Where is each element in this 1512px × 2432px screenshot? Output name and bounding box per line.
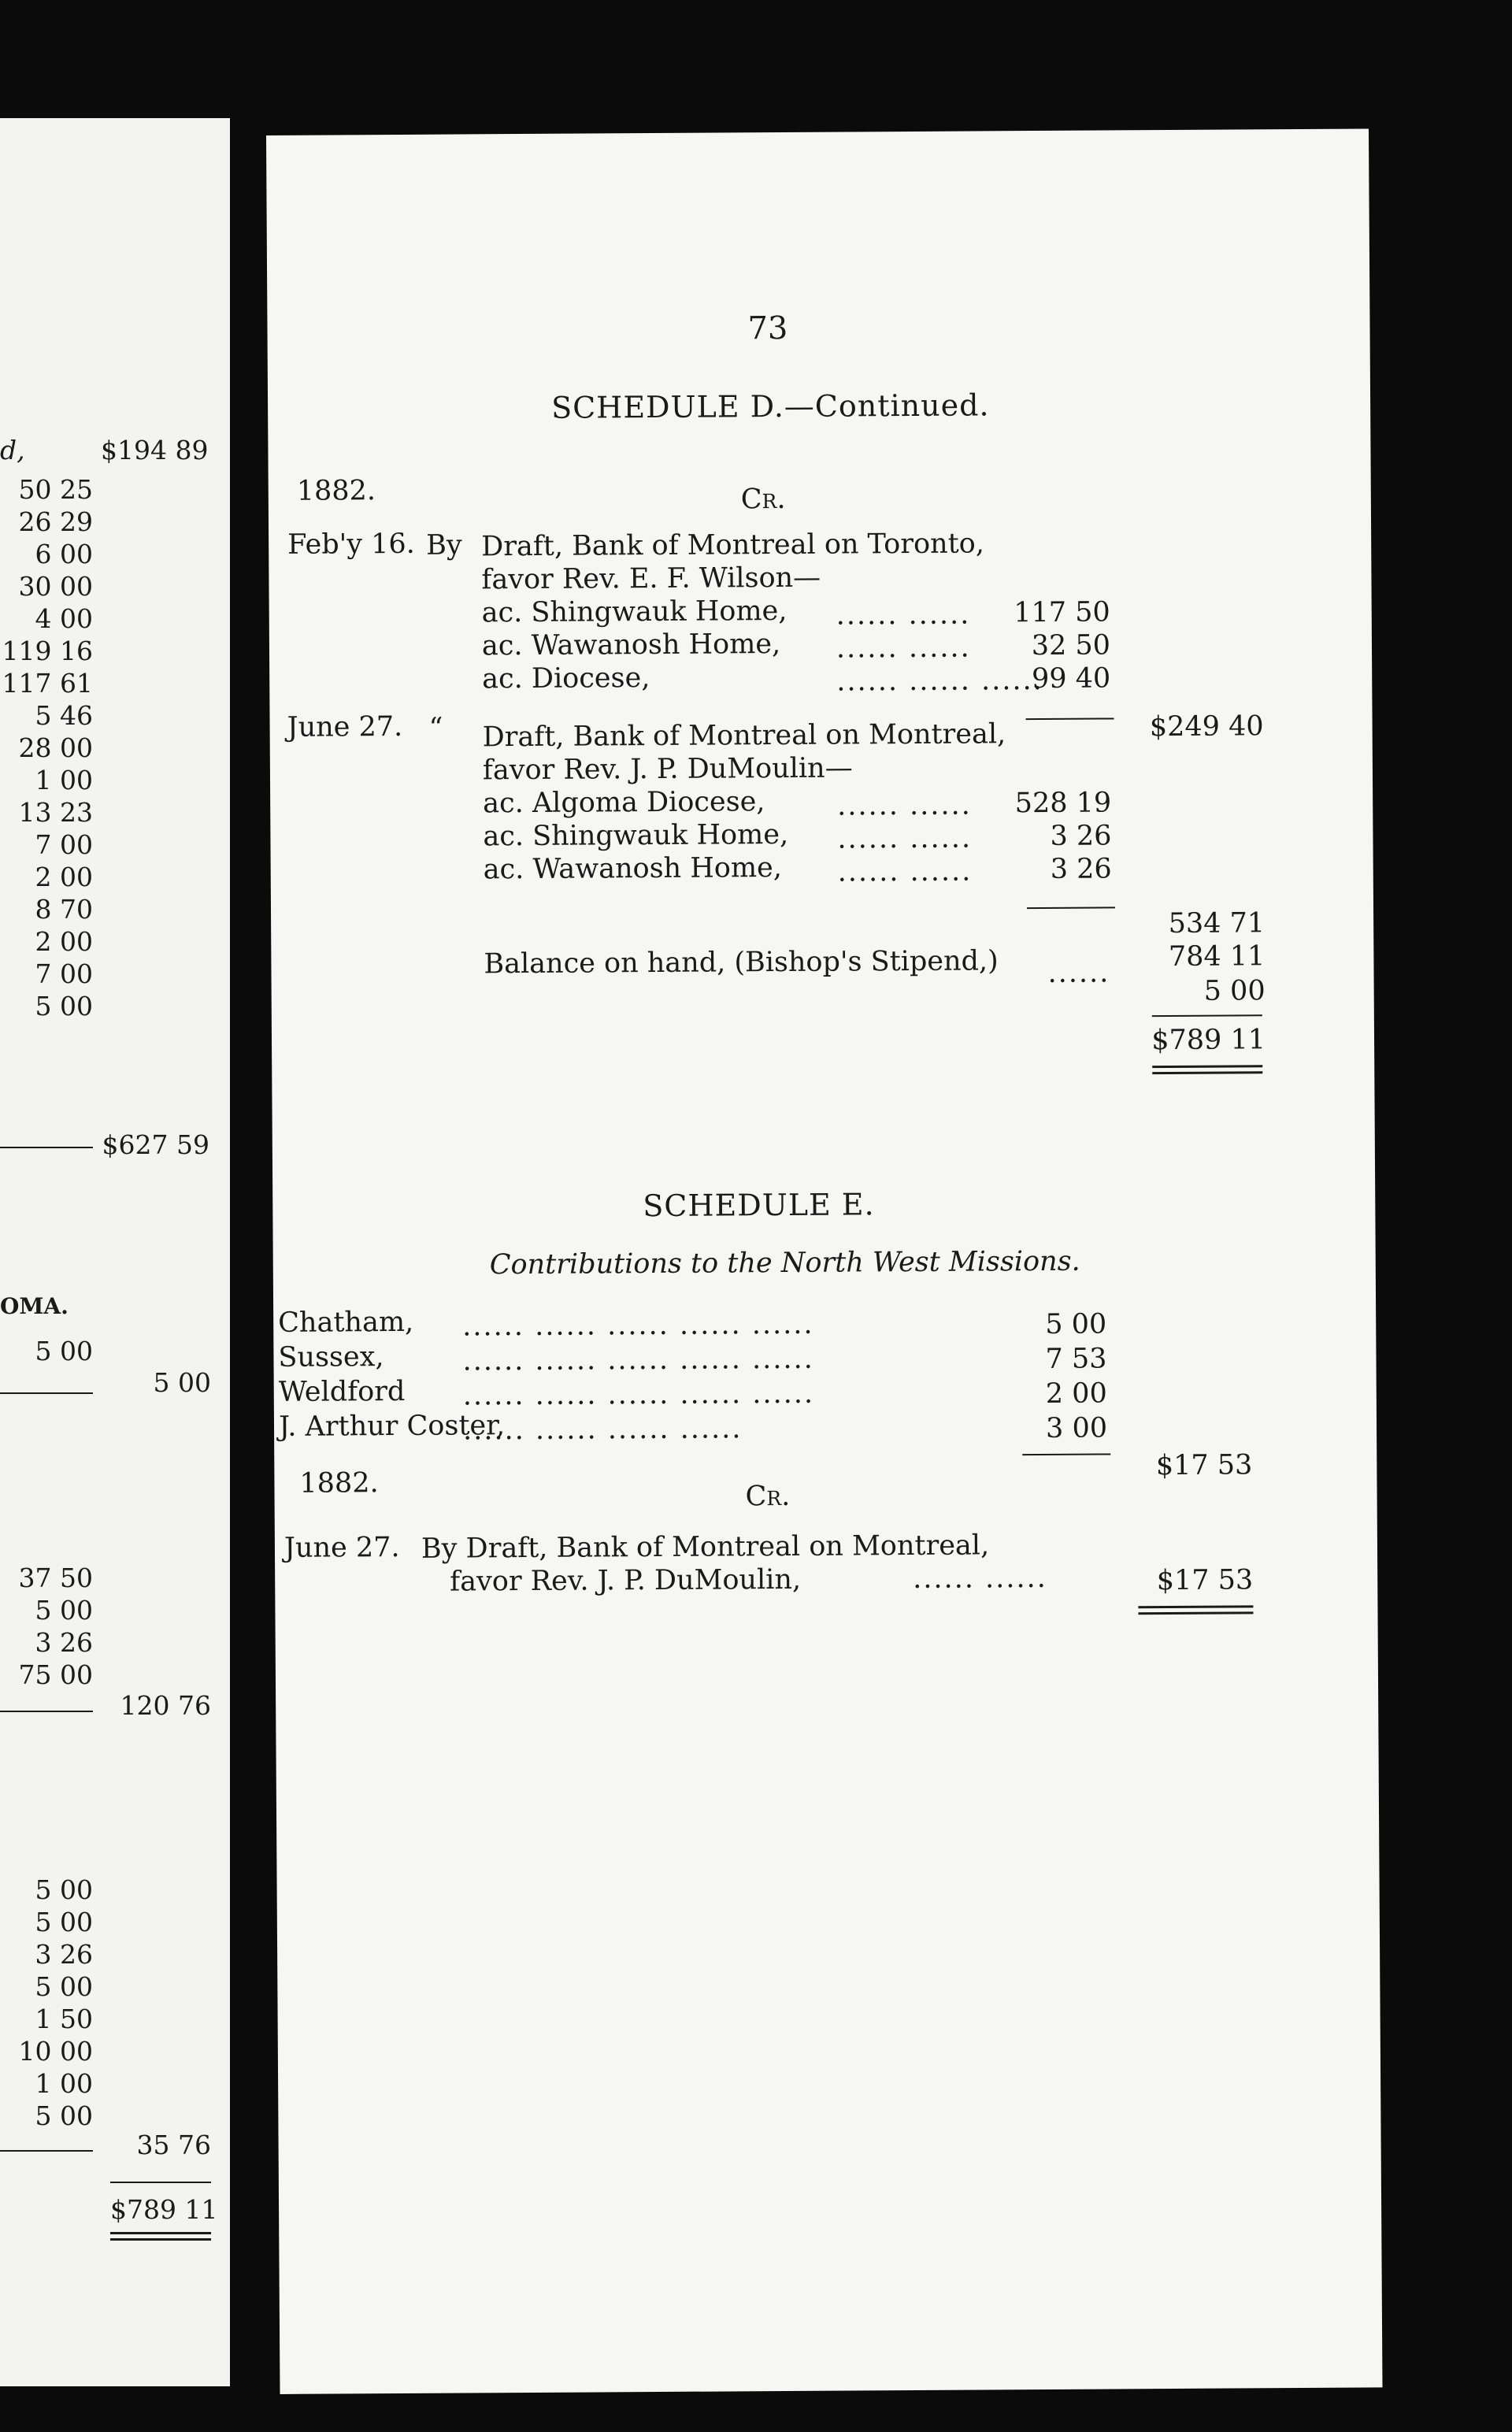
left-total-2: 5 00: [153, 1367, 211, 1398]
contribution-amount: 2 00: [1045, 1377, 1107, 1410]
left-amount: 5 00: [35, 1874, 93, 1905]
left-amount: 26 29: [18, 506, 93, 537]
left-amount: 30 00: [18, 571, 93, 602]
entry-3-line1: By Draft, Bank of Montreal on Montreal,: [421, 1529, 990, 1565]
entry-3-line2: favor Rev. J. P. DuMoulin,: [450, 1563, 802, 1598]
entry-1-rule: [1026, 717, 1114, 720]
left-section-label: OMA.: [0, 1293, 69, 1319]
leader-dots: ...... ......: [837, 789, 972, 822]
entry-3-amount: $17 53: [1156, 1564, 1254, 1597]
contributor-name: Sussex,: [278, 1341, 384, 1374]
leader-dots: ...... ......: [836, 632, 971, 665]
entry-1-by: By: [426, 529, 462, 562]
leader-dots: ...... ...... ......: [836, 664, 1043, 698]
contribution-amount: 3 00: [1045, 1412, 1108, 1444]
item-label: ac. Shingwauk Home,: [483, 818, 789, 853]
year-1: 1882.: [296, 475, 376, 507]
left-amount: 117 61: [2, 668, 93, 699]
left-rule-1: [0, 1147, 93, 1148]
contributions-list: [266, 128, 1369, 135]
left-amount: 75 00: [18, 1659, 93, 1690]
entry-3-double-rule-a: [1138, 1605, 1253, 1608]
left-page: [0, 118, 230, 2386]
contribution-amount: 7 53: [1045, 1343, 1107, 1375]
left-amount: 37 50: [18, 1563, 93, 1593]
schedule-d-total: $789 11: [1151, 1024, 1266, 1057]
left-amount: 5 00: [35, 2100, 93, 2131]
entry-2-running: 784 11: [1168, 940, 1266, 973]
item-label: ac. Diocese,: [482, 662, 650, 695]
year-2: 1882.: [299, 1467, 379, 1500]
leader-dots: ...... ...... ...... ...... ......: [462, 1343, 814, 1377]
left-amount: 4 00: [35, 603, 93, 634]
entry-3-date: June 27.: [284, 1531, 400, 1564]
entry-3-double-rule-b: [1138, 1611, 1253, 1615]
right-page: [266, 128, 1382, 2393]
left-top-label: d,: [0, 435, 25, 465]
entry-2-items: [266, 128, 1369, 135]
left-amount: 13 23: [18, 797, 93, 828]
left-amount: 5 46: [35, 700, 93, 731]
left-rule-5: [110, 2182, 211, 2183]
left-amount-2: 5 00: [35, 1336, 93, 1366]
left-amount: 2 00: [35, 926, 93, 957]
left-double-rule-b: [110, 2238, 211, 2241]
entry-1-total: $249 40: [1149, 710, 1264, 743]
left-rule-2: [0, 1392, 93, 1394]
entry-1-items: [266, 128, 1369, 135]
item-label: ac. Wawanosh Home,: [481, 628, 781, 662]
balance-label: Balance on hand, (Bishop's Stipend,): [484, 945, 999, 981]
left-amount: 5 00: [35, 1595, 93, 1626]
item-label: ac. Algoma Diocese,: [483, 786, 765, 820]
left-amount: 5 00: [35, 1907, 93, 1937]
left-amount: 50 25: [18, 474, 93, 505]
left-rule-4: [0, 2150, 93, 2152]
left-amount: 7 00: [35, 829, 93, 860]
balance-dots: ......: [1047, 957, 1110, 989]
left-amount: 1 50: [35, 2004, 93, 2034]
item-label: ac. Shingwauk Home,: [481, 595, 788, 629]
leader-dots: ...... ...... ...... ...... ......: [462, 1377, 815, 1412]
left-amount: 8 70: [35, 894, 93, 925]
entry-3-dots: ...... ......: [913, 1562, 1047, 1596]
schedule-d-double-rule-a: [1152, 1065, 1262, 1068]
balance-amount: 5 00: [1203, 975, 1266, 1007]
leader-dots: ...... ...... ...... ......: [462, 1413, 743, 1447]
leader-dots: ...... ......: [837, 855, 973, 888]
item-amount: 117 50: [1014, 596, 1110, 629]
page-number: 73: [747, 310, 788, 347]
left-amount: 6 00: [35, 539, 93, 569]
entry-2-subtotal: 534 71: [1168, 907, 1266, 940]
entry-2-ditto: “: [428, 712, 443, 744]
leader-dots: ...... ......: [837, 822, 973, 855]
left-amount: 1 00: [35, 2068, 93, 2099]
leader-dots: ...... ......: [836, 599, 971, 632]
schedule-d-title: SCHEDULE D.—Continued.: [550, 387, 990, 425]
left-double-rule-a: [110, 2232, 211, 2234]
contributor-name: Chatham,: [278, 1306, 414, 1339]
entry-2-line1: Draft, Bank of Montreal on Montreal,: [482, 718, 1006, 754]
contributions-total: $17 53: [1155, 1449, 1253, 1482]
left-amount: 28 00: [18, 732, 93, 763]
item-amount: 3 26: [1050, 853, 1112, 885]
left-grand-total: $789 11: [110, 2194, 218, 2225]
contribution-amount: 5 00: [1045, 1308, 1107, 1340]
schedule-d-double-rule-b: [1152, 1071, 1262, 1074]
left-rule-3: [0, 1711, 93, 1712]
leader-dots: ...... ...... ...... ...... ......: [462, 1308, 814, 1343]
left-amount: 1 00: [35, 765, 93, 795]
item-amount: 99 40: [1031, 662, 1111, 695]
item-label: ac. Wawanosh Home,: [483, 852, 783, 886]
item-amount: 3 26: [1050, 820, 1112, 852]
schedule-e-subtitle: Contributions to the North West Missions.: [489, 1245, 1080, 1281]
contributor-name: Weldford: [278, 1375, 406, 1408]
entry-1-line2: favor Rev. E. F. Wilson—: [481, 562, 821, 596]
left-amount: 10 00: [18, 2036, 93, 2067]
left-total-3: 120 76: [120, 1690, 211, 1721]
left-total-1: $627 59: [102, 1129, 209, 1160]
entry-1-line1: Draft, Bank of Montreal on Toronto,: [481, 528, 985, 563]
left-total-4: 35 76: [136, 2130, 211, 2160]
entry-1-date: Feb'y 16.: [287, 528, 415, 561]
contributor-name: J. Arthur Coster,: [278, 1410, 506, 1443]
schedule-d-total-rule: [1152, 1014, 1262, 1017]
left-amount: 5 00: [35, 1971, 93, 2002]
schedule-e-title: SCHEDULE E.: [643, 1187, 875, 1224]
left-top-total: $194 89: [101, 435, 209, 465]
cr-heading-1: Cr.: [740, 483, 786, 516]
left-amount: 5 00: [35, 991, 93, 1021]
left-amount: 3 26: [35, 1939, 93, 1970]
left-amount: 119 16: [2, 636, 93, 666]
entry-2-rule: [1027, 906, 1115, 909]
item-amount: 32 50: [1031, 629, 1111, 662]
contributions-rule: [1022, 1453, 1110, 1455]
left-amount: 2 00: [35, 862, 93, 892]
cr-heading-2: Cr.: [745, 1480, 791, 1513]
entry-2-date: June 27.: [287, 710, 403, 743]
item-amount: 528 19: [1014, 787, 1112, 820]
left-amount: 7 00: [35, 958, 93, 989]
left-amount: 3 26: [35, 1627, 93, 1658]
entry-2-line2: favor Rev. J. P. DuMoulin—: [482, 752, 853, 787]
